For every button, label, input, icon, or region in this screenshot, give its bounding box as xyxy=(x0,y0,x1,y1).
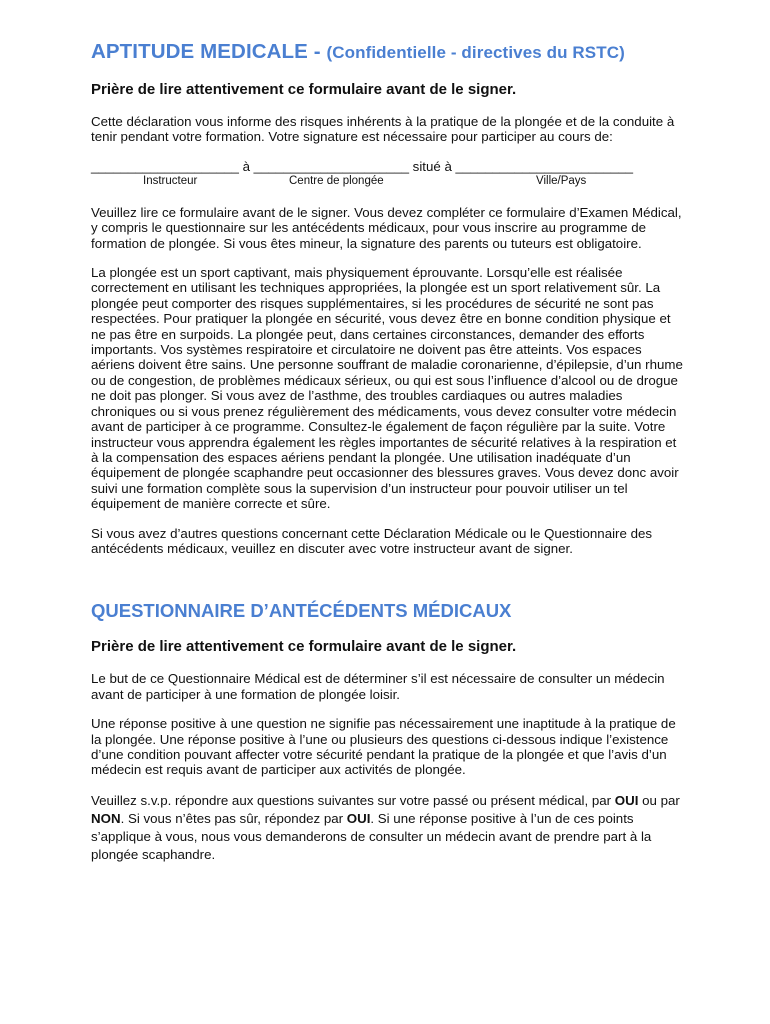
fill-line-captions xyxy=(91,175,686,191)
paragraph-diving-risks: La plongée est un sport captivant, mais physiquement éprouvante. Lorsqu’elle est réalisée correctement en utilisant les techniques appropriées, la plongée est un sport relativement sûr. La plongée peut comporter des risques supplémentaires, si les procédures de sécurité ne sont pas respectées. Pour pratiquer la plongée en sécurité, vous devez être en bonne condition physique et ne pas être en surpoids. La plongée peut, dans certaines circonstances, demander des efforts importants. Vos systèmes respiratoire et circulatoire ne doivent pas être atteints. Vos espaces aériens doivent être sains. Une personne souffrant de maladie coronarienne, d’épilepsie, d’un rhume ou de congestion, de problèmes médicaux sérieux, ou qui est sous l’influence d’alcool ou de drogue ne doit pas plonger. Si vous avez de l’asthme, des troubles cardiaques ou autres maladies chroniques ou si vous prenez régulièrement des médicaments, vous devez consulter votre médecin avant de participer à ce programme. Consultez-le également de façon régulière par la suite. Votre instructeur vous apprendra également les règles importantes de sécurité relatives à la respiration et à la compensation des espaces aériens pendant la plongée. Une utilisation inadéquate d’un équipement de plongée scaphandre peut occasionner des blessures graves. Vous devez donc avoir suivi une formation complète sous la supervision d’un instructeur pour pouvoir utiliser un tel équipement de manière correcte et sûre. xyxy=(91,265,683,512)
intro-paragraph: Cette déclaration vous informe des risques inhérents à la pratique de la plongée et de la conduite à tenir pendant votre formation. Votre signature est nécessaire pour participer au cours de: xyxy=(91,114,675,145)
non-label: NON xyxy=(91,810,121,826)
questionnaire-purpose: Le but de ce Questionnaire Médical est de déterminer s’il est nécessaire de consulter un médecin avant de participer à une formation de plongée loisir. xyxy=(91,671,665,702)
instructions-text-1: Veuillez s.v.p. répondre aux questions suivantes sur votre passé ou présent médical, par xyxy=(91,792,615,808)
page-title xyxy=(91,40,686,64)
caption-instructor: Instructeur xyxy=(143,174,198,187)
document-page xyxy=(91,40,686,878)
section-read-carefully-heading: Prière de lire attentivement ce formulaire avant de le signer. xyxy=(91,638,517,656)
oui-label-2: OUI xyxy=(346,810,371,826)
answer-instructions xyxy=(91,792,686,864)
instructions-text-2: ou par xyxy=(638,792,680,808)
instructions-text-4: . Si une réponse positive à l’un de ces points s’applique à vous, nous vous demanderons de consulter un médecin avant de prendre part à la plongée scaphandre. xyxy=(91,810,652,862)
positive-answer-note: Une réponse positive à une question ne signifie pas nécessairement une inaptitude à la pratique de la plongée. Une réponse positive à l’une ou plusieurs des questions ci-dessous indique l’existence d’une condition pouvant affecter votre sécurité pendant la pratique de la plongée et que l’avis d’un médecin est requis avant de participer aux activités de plongée. xyxy=(91,716,676,778)
read-carefully-heading: Prière de lire attentivement ce formulaire avant de le signer. xyxy=(91,81,517,98)
title-main: APTITUDE MEDICALE - xyxy=(91,40,327,63)
oui-label: OUI xyxy=(614,792,639,808)
paragraph-read-form: Veuillez lire ce formulaire avant de le signer. Vous devez compléter ce formulaire d’Examen Médical, y compris le questionnaire sur les antécédents médicaux, pour vous inscrire au programme de formation de plongée. Si vous êtes mineur, la signature des parents ou tuteurs est obligatoire. xyxy=(91,204,682,251)
caption-dive-center: Centre de plongée xyxy=(289,174,384,187)
section-title-questionnaire: QUESTIONNAIRE D’ANTÉCÉDENTS MÉDICAUX xyxy=(91,600,512,622)
instructions-text-3: . Si vous n’êtes pas sûr, répondez par xyxy=(120,810,347,826)
caption-city-country: Ville/Pays xyxy=(536,174,587,187)
course-fill-line[interactable]: ____________________ à _____________________ situé à ________________________ xyxy=(91,158,634,174)
title-sub: (Confidentielle - directives du RSTC) xyxy=(326,43,625,62)
paragraph-questions: Si vous avez d’autres questions concernant cette Déclaration Médicale ou le Questionnaire des antécédents médicaux, veuillez en discuter avec votre instructeur avant de signer. xyxy=(91,525,653,556)
